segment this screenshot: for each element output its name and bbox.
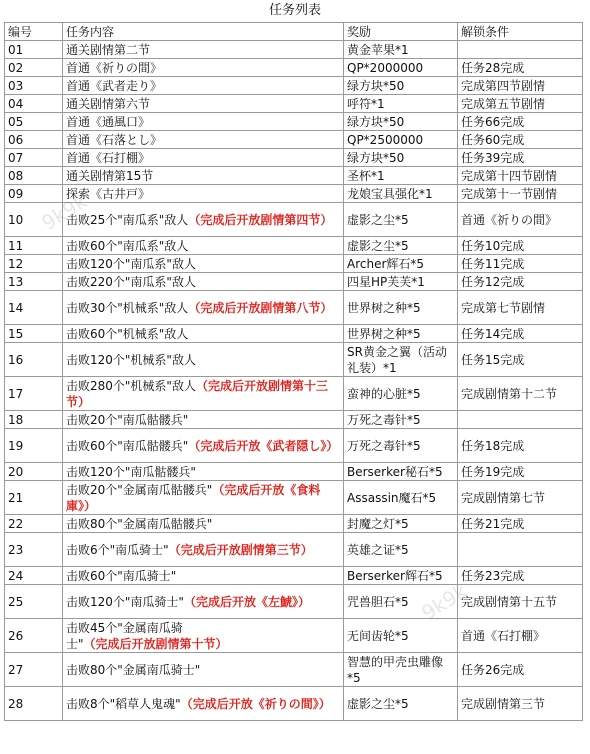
cell-no: 21 (5, 481, 63, 515)
table-row (5, 95, 583, 113)
task-text: 击败80个"金属南瓜骷髅兵" (66, 516, 213, 531)
cell-cond: 任务26完成 (458, 653, 583, 687)
cell-reward: 龙娘宝具强化*1 (344, 185, 458, 203)
unlock-note: （完成后开放《食料庫》） (66, 482, 321, 513)
cell-no: 26 (5, 619, 63, 653)
table-row (5, 687, 583, 721)
cell-reward: 英雄之证*5 (344, 533, 458, 567)
cell-task (63, 291, 344, 325)
cell-cond (458, 41, 583, 59)
cell-cond (458, 411, 583, 429)
cell-task (63, 95, 344, 113)
table-row (5, 185, 583, 203)
task-text: 击败8个"稻草人鬼魂" (66, 696, 181, 711)
table-row (5, 131, 583, 149)
cell-no: 22 (5, 515, 63, 533)
header-no: 编号 (5, 23, 63, 41)
unlock-note: （完成后开放剧情第四节） (188, 212, 333, 227)
cell-task (63, 463, 344, 481)
table-row (5, 481, 583, 515)
cell-no: 02 (5, 59, 63, 77)
task-text: 击败120个"机械系"敌人 (66, 352, 196, 367)
cell-no: 13 (5, 273, 63, 291)
cell-task (63, 411, 344, 429)
cell-task (63, 481, 344, 515)
task-text: 首通《通風口》 (66, 114, 151, 129)
table-row (5, 273, 583, 291)
table-row (5, 429, 583, 463)
cell-cond: 完成剧情第十二节 (458, 377, 583, 411)
task-text: 击败120个"南瓜骷髅兵" (66, 464, 196, 479)
task-text: 首通《武者走り》 (66, 78, 163, 93)
cell-cond: 完成第十一节剧情 (458, 185, 583, 203)
cell-task (63, 533, 344, 567)
cell-task (63, 113, 344, 131)
cell-cond: 完成剧情第七节 (458, 481, 583, 515)
unlock-note: （完成后开放剧情第十节） (83, 636, 228, 651)
cell-cond: 完成第七节剧情 (458, 291, 583, 325)
cell-reward: Berserker辉石*5 (344, 567, 458, 585)
cell-reward: 虚影之尘*5 (344, 237, 458, 255)
cell-cond: 任务11完成 (458, 255, 583, 273)
table-row (5, 167, 583, 185)
watermark: 9k9k (417, 578, 472, 626)
cell-task (63, 429, 344, 463)
cell-task (63, 41, 344, 59)
table-row (5, 41, 583, 59)
cell-no: 17 (5, 377, 63, 411)
cell-cond: 任务66完成 (458, 113, 583, 131)
cell-reward: 无间齿轮*5 (344, 619, 458, 653)
task-text: 击败20个"南瓜骷髅兵" (66, 412, 189, 427)
table-row (5, 567, 583, 585)
cell-no: 12 (5, 255, 63, 273)
cell-no: 24 (5, 567, 63, 585)
table-row (5, 77, 583, 95)
cell-task (63, 585, 344, 619)
task-text: 通关剧情第二节 (66, 42, 151, 57)
cell-cond: 任务28完成 (458, 59, 583, 77)
cell-task (63, 325, 344, 343)
cell-no: 04 (5, 95, 63, 113)
cell-task (63, 377, 344, 411)
cell-no: 28 (5, 687, 63, 721)
cell-cond: 任务18完成 (458, 429, 583, 463)
cell-reward: 智慧的甲壳虫雕像*5 (344, 653, 458, 687)
cell-cond: 完成第五节剧情 (458, 95, 583, 113)
cell-reward: Assassin魔石*5 (344, 481, 458, 515)
cell-no: 15 (5, 325, 63, 343)
table-row (5, 411, 583, 429)
unlock-note: （完成后开放《左鯱》） (183, 594, 310, 609)
cell-reward: 蛮神的心脏*5 (344, 377, 458, 411)
cell-no: 19 (5, 429, 63, 463)
task-text: 击败60个"南瓜系"敌人 (66, 238, 189, 253)
cell-no: 14 (5, 291, 63, 325)
cell-reward: 圣杯*1 (344, 167, 458, 185)
unlock-note: （完成后开放剧情第十三节） (66, 378, 328, 409)
cell-cond: 完成剧情第三节 (458, 687, 583, 721)
task-text: 击败60个"南瓜骑士" (66, 568, 177, 583)
unlock-note: （完成后开放《祈りの間》） (180, 696, 331, 711)
cell-cond: 完成第四节剧情 (458, 77, 583, 95)
cell-cond (458, 533, 583, 567)
table-row (5, 515, 583, 533)
cell-task (63, 687, 344, 721)
cell-reward: 呼符*1 (344, 95, 458, 113)
cell-no: 23 (5, 533, 63, 567)
cell-task (63, 343, 344, 377)
table-row (5, 113, 583, 131)
task-text: 击败20个"金属南瓜骷髅兵" (66, 482, 213, 497)
cell-no: 18 (5, 411, 63, 429)
cell-reward: 绿方块*50 (344, 113, 458, 131)
cell-reward: Archer辉石*5 (344, 255, 458, 273)
cell-reward: Berserker秘石*5 (344, 463, 458, 481)
task-text: 首通《祈りの間》 (66, 60, 163, 75)
cell-reward: 绿方块*50 (344, 149, 458, 167)
unlock-note: （完成后开放《武者隠し》） (188, 438, 339, 453)
cell-cond: 首通《石打棚》 (458, 619, 583, 653)
task-table (4, 22, 583, 721)
unlock-note: （完成后开放剧情第三节） (168, 542, 313, 557)
cell-no: 01 (5, 41, 63, 59)
cell-task (63, 567, 344, 585)
cell-reward: 封魔之灯*5 (344, 515, 458, 533)
header-task: 任务内容 (63, 23, 344, 41)
cell-task (63, 515, 344, 533)
unlock-note: （完成后开放剧情第八节） (188, 300, 333, 315)
cell-task (63, 185, 344, 203)
task-text: 通关剧情第15节 (66, 168, 154, 183)
table-row (5, 59, 583, 77)
cell-cond: 任务10完成 (458, 237, 583, 255)
cell-reward: 万死之毒针*5 (344, 411, 458, 429)
header-reward: 奖励 (344, 23, 458, 41)
cell-no: 06 (5, 131, 63, 149)
task-text: 击败120个"南瓜骑士" (66, 594, 184, 609)
cell-task (63, 149, 344, 167)
cell-no: 07 (5, 149, 63, 167)
cell-reward: 世界树之种*5 (344, 291, 458, 325)
cell-no: 08 (5, 167, 63, 185)
table-row (5, 533, 583, 567)
table-row (5, 619, 583, 653)
cell-reward: 黄金苹果*1 (344, 41, 458, 59)
cell-no: 05 (5, 113, 63, 131)
cell-no: 16 (5, 343, 63, 377)
cell-reward: 四星HP芙芙*1 (344, 273, 458, 291)
table-row (5, 377, 583, 411)
task-text: 击败60个"南瓜骷髅兵" (66, 438, 189, 453)
cell-cond: 完成剧情第十五节 (458, 585, 583, 619)
cell-cond: 任务60完成 (458, 131, 583, 149)
cell-task (63, 167, 344, 185)
cell-reward: SR黄金之翼（活动礼装）*1 (344, 343, 458, 377)
task-text: 击败6个"南瓜骑士" (66, 542, 169, 557)
cell-task (63, 203, 344, 237)
task-text: 击败25个"南瓜系"敌人 (66, 212, 189, 227)
table-row (5, 343, 583, 377)
task-text: 击败60个"机械系"敌人 (66, 326, 189, 341)
cell-cond: 首通《祈りの間》 (458, 203, 583, 237)
cell-reward: 绿方块*50 (344, 77, 458, 95)
cell-cond: 任务21完成 (458, 515, 583, 533)
cell-task (63, 619, 344, 653)
table-row (5, 653, 583, 687)
table-row (5, 255, 583, 273)
task-text: 击败30个"机械系"敌人 (66, 300, 189, 315)
cell-reward: 咒兽胆石*5 (344, 585, 458, 619)
cell-reward: QP*2500000 (344, 131, 458, 149)
cell-reward: 虚影之尘*5 (344, 203, 458, 237)
task-text: 击败280个"机械系"敌人 (66, 378, 196, 393)
task-text: 击败120个"南瓜系"敌人 (66, 256, 196, 271)
table-row (5, 585, 583, 619)
cell-cond: 任务12完成 (458, 273, 583, 291)
cell-no: 10 (5, 203, 63, 237)
cell-task (63, 59, 344, 77)
cell-no: 11 (5, 237, 63, 255)
table-row (5, 203, 583, 237)
cell-cond: 任务23完成 (458, 567, 583, 585)
task-text: 首通《石打棚》 (66, 150, 151, 165)
table-row (5, 237, 583, 255)
task-text: 通关剧情第六节 (66, 96, 151, 111)
sheet-title: 任务列表 (0, 0, 590, 22)
cell-task (63, 237, 344, 255)
cell-reward: 世界树之种*5 (344, 325, 458, 343)
cell-reward: 虚影之尘*5 (344, 687, 458, 721)
table-row (5, 463, 583, 481)
cell-cond: 任务14完成 (458, 325, 583, 343)
cell-no: 27 (5, 653, 63, 687)
cell-task (63, 131, 344, 149)
cell-cond: 任务19完成 (458, 463, 583, 481)
cell-reward: QP*2000000 (344, 59, 458, 77)
cell-task (63, 653, 344, 687)
task-text: 击败45个"金属南瓜骑士" (66, 620, 183, 651)
task-text: 击败220个"南瓜系"敌人 (66, 274, 196, 289)
table-row (5, 149, 583, 167)
cell-cond: 完成第十四节剧情 (458, 167, 583, 185)
cell-cond: 任务39完成 (458, 149, 583, 167)
cell-cond: 任务15完成 (458, 343, 583, 377)
header-row (5, 23, 583, 41)
cell-reward: 万死之毒针*5 (344, 429, 458, 463)
cell-no: 09 (5, 185, 63, 203)
cell-no: 20 (5, 463, 63, 481)
task-text: 击败80个"金属南瓜骑士" (66, 662, 201, 677)
table-row (5, 291, 583, 325)
cell-no: 25 (5, 585, 63, 619)
task-text: 探索《古井戸》 (66, 186, 151, 201)
header-cond: 解锁条件 (458, 23, 583, 41)
table-row (5, 325, 583, 343)
task-text: 首通《石落とし》 (66, 132, 163, 147)
cell-task (63, 273, 344, 291)
cell-task (63, 77, 344, 95)
task-rows (5, 41, 583, 721)
cell-no: 03 (5, 77, 63, 95)
watermark: 9k9k (37, 188, 92, 236)
cell-task (63, 255, 344, 273)
